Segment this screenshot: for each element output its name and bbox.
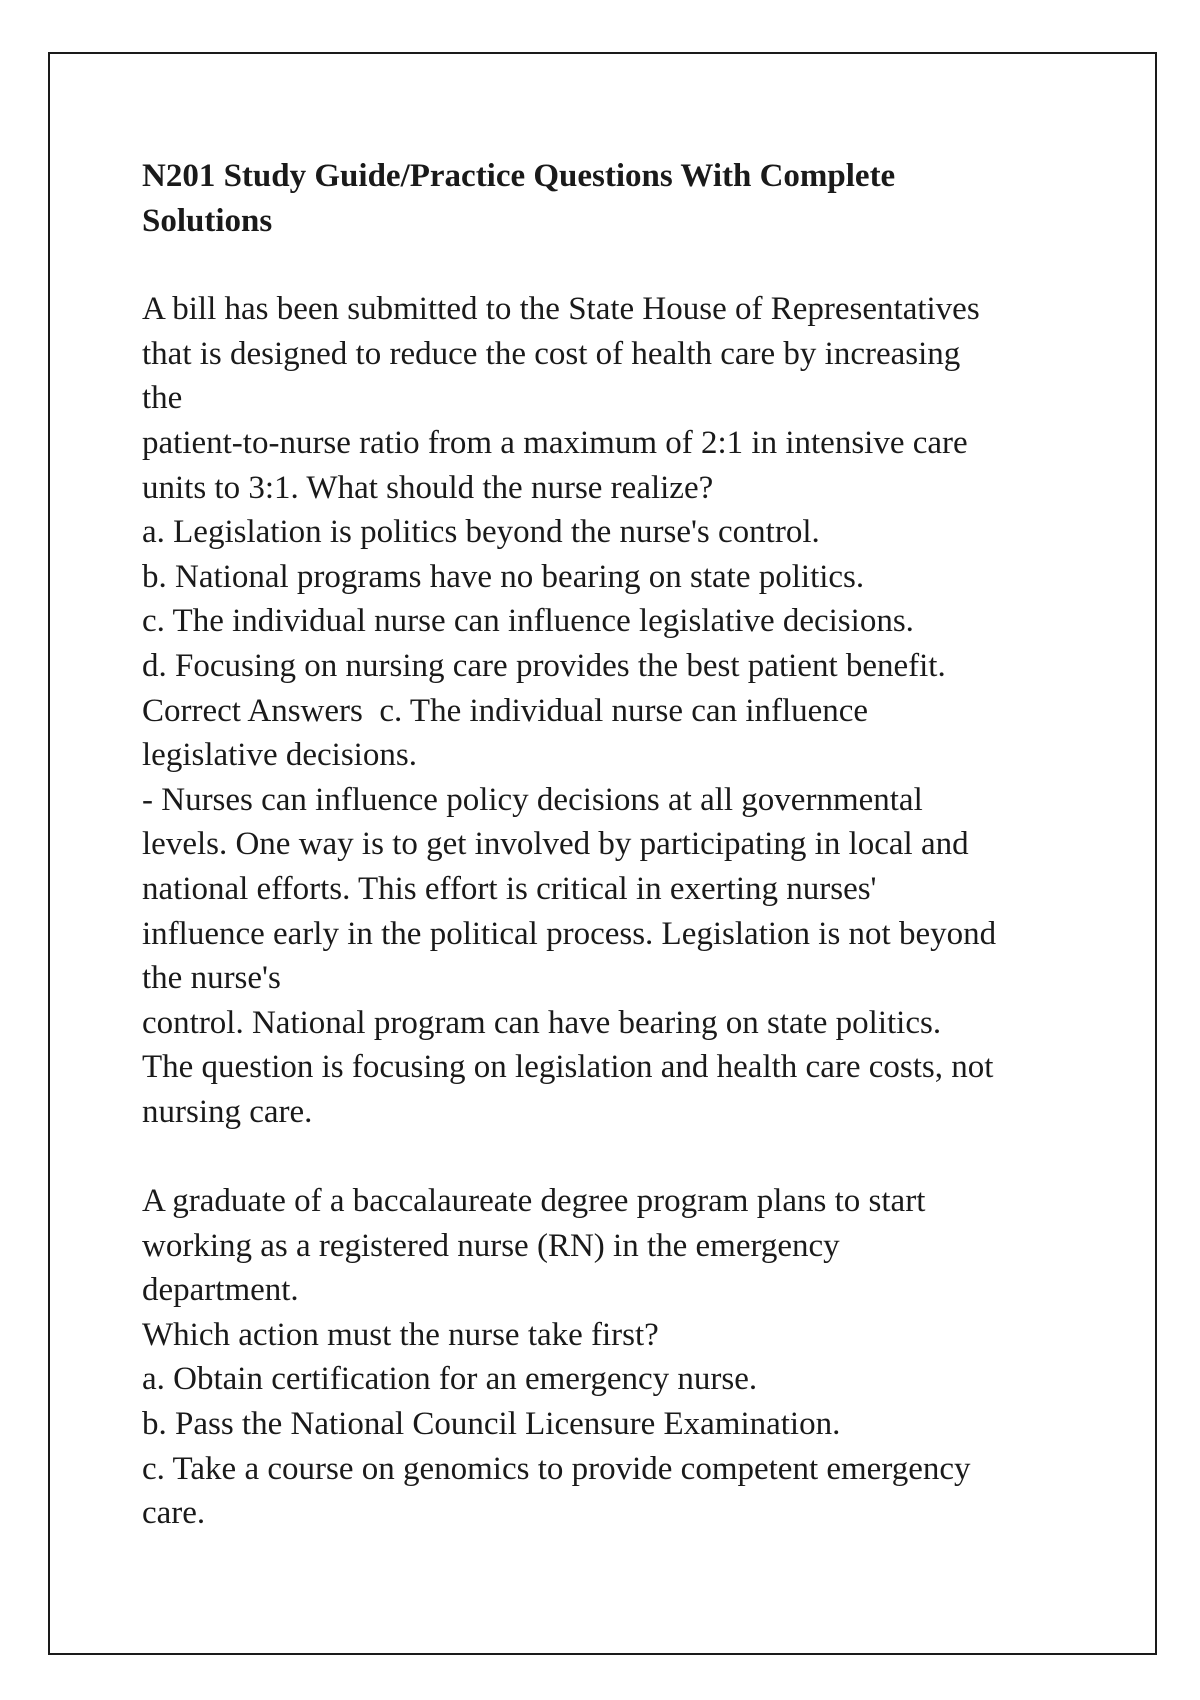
rationale-line: influence early in the political process. Legislation is not beyond [142, 915, 997, 952]
option-c: c. The individual nurse can influence legislative decisions. [142, 603, 914, 640]
rationale-line: the nurse's [142, 960, 281, 997]
rationale-line: The question is focusing on legislation and health care costs, not [142, 1049, 994, 1086]
question-2-stem [142, 1179, 1082, 1357]
question-2 [142, 1179, 1082, 1536]
stem-line: that is designed to reduce the cost of health care by increasing [142, 335, 961, 372]
title-line: N201 Study Guide/Practice Questions With Complete [142, 158, 896, 194]
question-1-options [142, 510, 1082, 688]
rationale-line: - Nurses can influence policy decisions at all governmental [142, 781, 923, 818]
stem-line: Which action must the nurse take first? [142, 1316, 659, 1353]
rationale-line: levels. One way is to get involved by participating in local and [142, 826, 969, 863]
paragraph-gap [142, 1134, 1082, 1179]
document-title [142, 154, 1082, 243]
stem-line: A graduate of a baccalaureate degree program plans to start [142, 1183, 926, 1220]
option-c: c. Take a course on genomics to provide competent emergency [142, 1450, 971, 1487]
answer-line: legislative decisions. [142, 737, 417, 774]
stem-line: units to 3:1. What should the nurse realize? [142, 469, 714, 506]
question-1-rationale [142, 778, 1082, 1135]
rationale-line: control. National program can have bearing on state politics. [142, 1004, 942, 1041]
option-a: a. Obtain certification for an emergency nurse. [142, 1361, 758, 1398]
stem-line: patient-to-nurse ratio from a maximum of 2:1 in intensive care [142, 424, 968, 461]
option-b: b. National programs have no bearing on state politics. [142, 558, 865, 595]
stem-line: the [142, 380, 183, 417]
rationale-line: nursing care. [142, 1093, 313, 1130]
question-1 [142, 287, 1082, 1134]
option-c-continued: care. [142, 1495, 206, 1532]
document-content [142, 154, 1082, 1536]
stem-line: A bill has been submitted to the State House of Representatives [142, 291, 980, 328]
question-1-stem [142, 287, 1082, 510]
question-2-options [142, 1357, 1082, 1535]
title-line: Solutions [142, 202, 273, 239]
question-1-answer [142, 689, 1082, 778]
option-a: a. Legislation is politics beyond the nurse's control. [142, 514, 820, 551]
answer-line: Correct Answers c. The individual nurse can influence [142, 692, 869, 729]
stem-line: department. [142, 1272, 299, 1309]
option-d: d. Focusing on nursing care provides the best patient benefit. [142, 647, 946, 684]
rationale-line: national efforts. This effort is critical in exerting nurses' [142, 870, 877, 907]
stem-line: working as a registered nurse (RN) in the emergency [142, 1227, 840, 1264]
option-b: b. Pass the National Council Licensure Examination. [142, 1406, 841, 1443]
